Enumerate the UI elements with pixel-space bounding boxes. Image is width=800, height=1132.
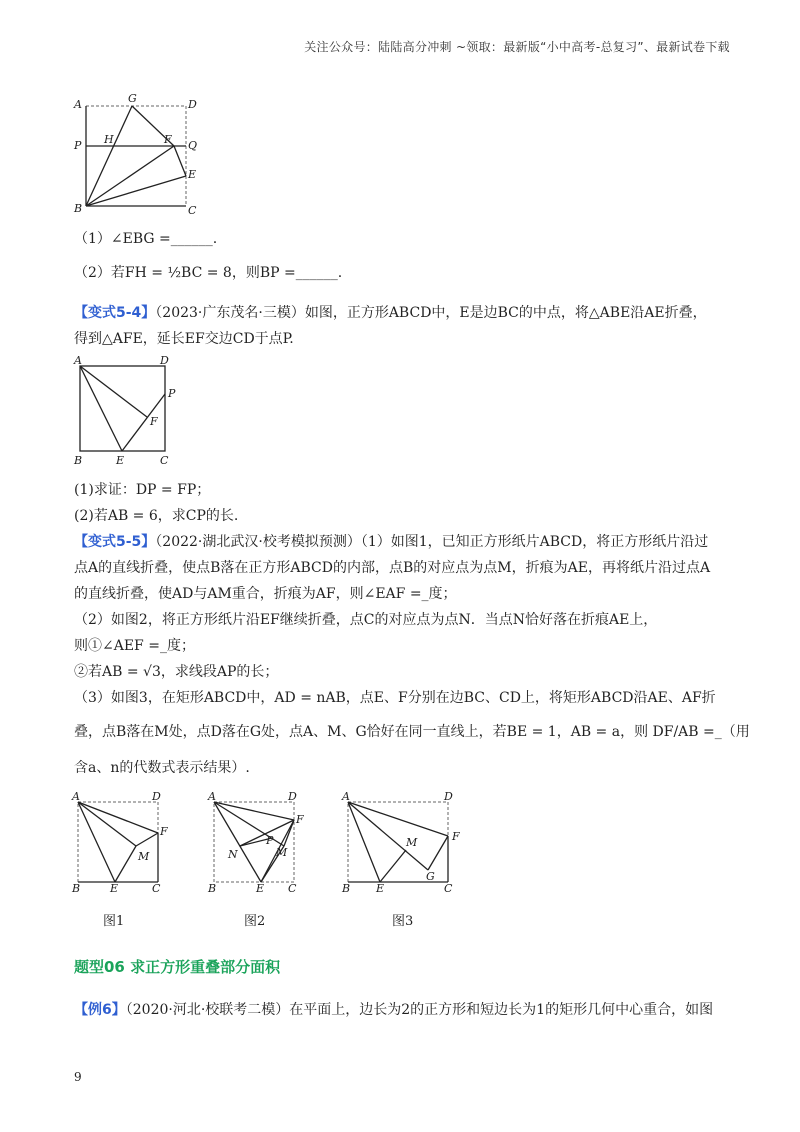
variant-5-4-line1 [74,303,707,323]
label-F: F [150,415,158,428]
label-G: G [128,92,137,105]
label-D: D [288,790,297,803]
label-A: A [74,354,82,367]
label-E: E [116,454,125,467]
label-D: D [444,790,453,803]
page-number: 9 [74,1070,82,1084]
variant-5-5-line9: 含a、n的代数式表示结果）. [74,760,250,776]
variant-5-5-line3: 的直线折叠，使AD与AM重合，折痕为AF，则∠EAF =_度； [74,586,457,602]
figure-2 [206,788,316,893]
label-F: F [164,133,172,146]
label-E: E [188,168,197,181]
figure-variant-5-4 [72,352,192,467]
label-B: B [208,882,217,895]
label-E: E [256,882,265,895]
label-A: A [342,790,350,803]
label-P: P [168,387,176,400]
label-M: M [276,846,288,859]
label-D: D [152,790,161,803]
question-2: （2）若FH = ½BC = 8，则BP =______. [74,265,343,281]
section-title: 题型06 求正方形重叠部分面积 [74,958,281,976]
label-F: F [160,825,168,838]
example-6-text: （2020·河北·校联考二模）在平面上，边长为2的正方形和短边长为1的矩形几何中心重合，如图 [125,1002,714,1018]
label-M: M [406,836,418,849]
label-B: B [74,454,83,467]
label-B: B [342,882,351,895]
label-A: A [208,790,216,803]
variant-5-4-sub1: (1)求证：DP = FP； [74,482,211,498]
figure-top [74,92,214,223]
label-A: A [72,790,80,803]
variant-5-4-text: （2023·广东茂名·三模）如图，正方形ABCD中，E是边BC的中点，将△ABE沿AE折叠， [155,305,707,321]
variant-5-4-line2: 得到△AFE，延长EF交边CD于点P. [74,331,294,347]
label-C: C [188,204,197,217]
page-header: 关注公众号：陆陆高分冲刺 ~领取：最新版“小中高考-总复习”、最新试卷下载 [304,40,730,54]
label-P: P [74,139,82,152]
variant-5-5-line5: 则①∠AEF =_度； [74,638,195,654]
label-D: D [188,98,197,111]
label-G: G [426,870,435,883]
variant-5-5-line2: 点A的直线折叠，使点B落在正方形ABCD的内部，点B的对应点为点M，折痕为AE，再将纸片沿过点A [74,560,711,576]
label-C: C [288,882,297,895]
figure-3-caption: 图3 [392,914,414,929]
label-C: C [160,454,169,467]
label-C: C [152,882,161,895]
figure-1 [70,788,180,893]
label-M: M [138,850,150,863]
figure-1-caption: 图1 [103,914,125,929]
figure-2-caption: 图2 [244,914,266,929]
label-N: N [228,848,238,861]
label-Q: Q [188,139,198,152]
label-E: E [110,882,119,895]
label-A: A [74,98,82,111]
variant-5-5-line4: （2）如图2，将正方形纸片沿EF继续折叠，点C的对应点为点N．当点N恰好落在折痕AE上， [74,612,658,628]
label-B: B [74,202,83,215]
label-E: E [376,882,385,895]
variant-5-5-line6: ②若AB = √3，求线段AP的长； [74,664,279,680]
label-P: P [266,834,274,847]
label-H: H [104,133,114,146]
label-F: F [452,830,460,843]
label-B: B [72,882,81,895]
variant-5-4-tag: 【变式5-4】 [74,305,156,321]
example-6 [74,1000,713,1020]
variant-5-5-line8: 叠，点B落在M处，点D落在G处，点A、M、G恰好在同一直线上，若BE = 1，AB = a，则 DF/AB =_（用 [74,724,750,740]
label-D: D [160,354,169,367]
variant-5-4-sub2: (2)若AB = 6，求CP的长. [74,508,239,524]
variant-5-5-text: （2022·湖北武汉·校考模拟预测）（1）如图1，已知正方形纸片ABCD，将正方形纸片沿过 [155,534,709,550]
example-6-tag: 【例6】 [74,1002,126,1018]
variant-5-5-line7: （3）如图3，在矩形ABCD中，AD = nAB，点E、F分别在边BC、CD上，将矩形ABCD沿AE、AF折 [74,690,716,706]
variant-5-5-line1 [74,532,708,552]
variant-5-5-tag: 【变式5-5】 [74,534,156,550]
question-1: （1）∠EBG =______. [74,231,218,247]
label-C: C [444,882,453,895]
figure-3 [340,788,470,893]
label-F: F [296,813,304,826]
